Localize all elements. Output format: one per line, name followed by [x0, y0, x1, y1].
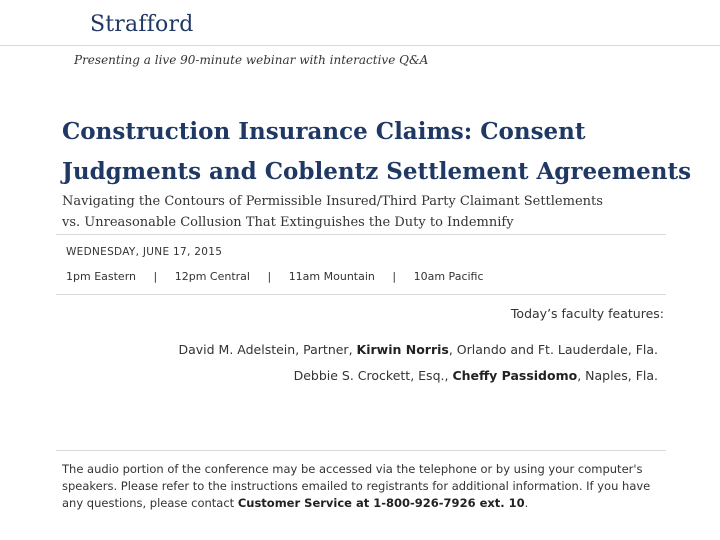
- audio-instructions: [62, 461, 662, 512]
- customer-service-contact: Customer Service at 1-800-926-7926 ext. 10: [237, 496, 525, 510]
- title-line-1: Construction Insurance Claims: Consent: [62, 118, 586, 145]
- faculty-member: [294, 368, 658, 383]
- time-central: 12pm Central: [174, 270, 250, 283]
- time-pacific: 10am Pacific: [413, 270, 484, 283]
- webinar-times: [66, 270, 484, 283]
- footer-divider: [56, 450, 666, 451]
- footer-text: The audio portion of the conference may be accessed via the telephone or by using your computer's speakers. Please refer to the instructions emailed to registrants for additional information. If you have any questions, please contact: [62, 462, 651, 510]
- faculty-name: Debbie S. Crockett, Esq.,: [293, 368, 453, 383]
- time-separator: |: [392, 270, 397, 283]
- subtitle-line-2: vs. Unreasonable Collusion That Extinguishes the Duty to Indemnify: [62, 215, 514, 230]
- subtitle-line-1: Navigating the Contours of Permissible Insured/Third Party Claimant Settlements: [62, 194, 603, 209]
- webinar-date: WEDNESDAY, JUNE 17, 2015: [66, 246, 223, 258]
- faculty-firm: Cheffy Passidomo: [452, 368, 578, 383]
- header-divider: [0, 45, 720, 46]
- faculty-heading: Today’s faculty features:: [510, 306, 664, 321]
- webinar-subtitle: [62, 191, 702, 233]
- faculty-firm: Kirwin Norris: [356, 342, 449, 357]
- faculty-location: , Orlando and Ft. Lauderdale, Fla.: [448, 342, 658, 357]
- title-line-2: Judgments and Coblentz Settlement Agreements: [62, 158, 692, 185]
- subtitle-divider: [56, 234, 666, 235]
- footer-end: .: [524, 496, 529, 510]
- time-mountain: 11am Mountain: [288, 270, 375, 283]
- faculty-member: [178, 342, 658, 357]
- time-eastern: 1pm Eastern: [66, 270, 136, 283]
- faculty-location: , Naples, Fla.: [577, 368, 658, 383]
- webinar-title: [62, 112, 712, 192]
- time-separator: |: [267, 270, 272, 283]
- faculty-name: David M. Adelstein, Partner,: [178, 342, 357, 357]
- time-separator: |: [153, 270, 158, 283]
- times-divider: [56, 294, 666, 295]
- tagline: Presenting a live 90-minute webinar with interactive Q&A: [74, 53, 429, 67]
- strafford-logo: Strafford: [90, 12, 194, 37]
